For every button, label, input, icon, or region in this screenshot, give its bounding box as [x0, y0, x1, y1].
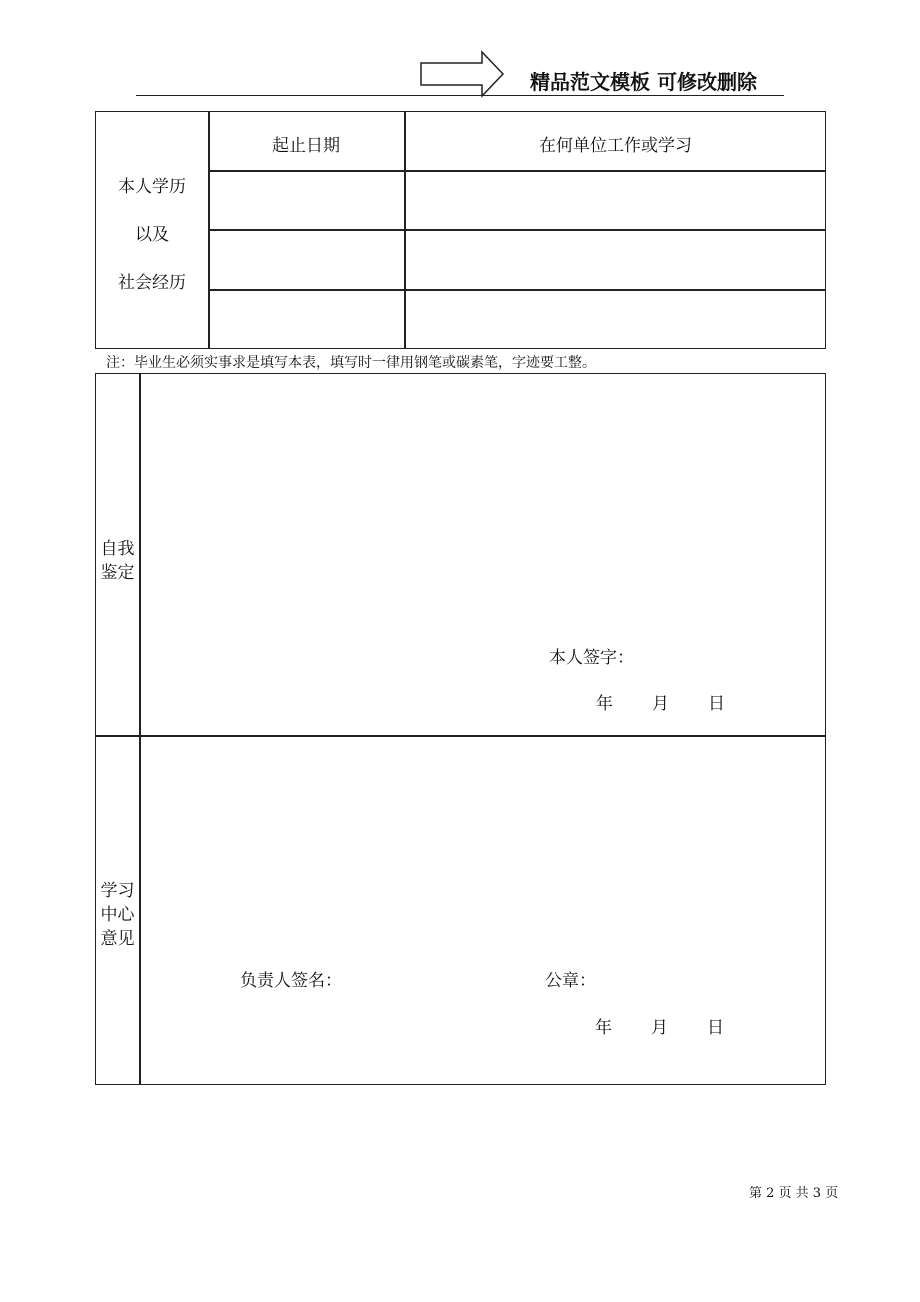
fill-in-note: 注：毕业生必须实事求是填写本表，填写时一律用钢笔或碳素笔，字迹要工整。: [106, 355, 596, 371]
self-date-year: 年: [596, 694, 613, 714]
header-title: 精品范文模板 可修改删除: [530, 70, 757, 94]
header-rule: [136, 95, 784, 96]
seal-label: 公章：: [545, 971, 596, 991]
arrow-icon: [420, 50, 506, 98]
center-date-year: 年: [595, 1018, 612, 1038]
responsible-signature-label: 负责人签名：: [240, 971, 342, 991]
center-opinion-label-line-1: 学习: [100, 881, 135, 901]
self-date-month: 月: [652, 694, 669, 714]
column-header-unit: 在何单位工作或学习: [539, 136, 692, 156]
education-row-label-line-1: 本人学历: [118, 177, 186, 197]
education-experience-table: [95, 111, 826, 349]
center-date-month: 月: [651, 1018, 668, 1038]
self-assessment-label-line-2: 鉴定: [100, 563, 135, 583]
column-header-period: 起止日期: [272, 136, 340, 156]
center-date-day: 日: [707, 1018, 724, 1038]
self-assessment-label-line-1: 自我: [100, 539, 135, 559]
page-number: 第 2 页 共 3 页: [749, 1186, 839, 1201]
self-signature-label: 本人签字：: [549, 648, 634, 668]
center-opinion-label-line-3: 意见: [100, 929, 135, 949]
education-row-label-line-3: 社会经历: [118, 273, 186, 293]
assessment-table: [95, 373, 826, 1085]
self-date-day: 日: [708, 694, 725, 714]
education-row-label-line-2: 以及: [135, 225, 169, 245]
center-opinion-label-line-2: 中心: [100, 905, 135, 925]
